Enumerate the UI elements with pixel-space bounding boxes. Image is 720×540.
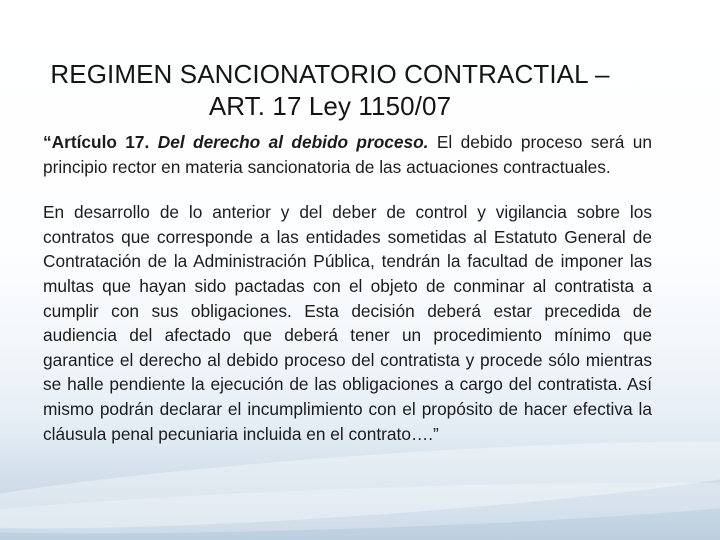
article-heading: Del derecho al debido proceso. xyxy=(157,132,429,152)
title-line-2: ART. 17 Ley 1150/07 xyxy=(208,91,452,121)
article-paragraph xyxy=(43,130,652,179)
development-paragraph: En desarrollo de lo anterior y del deber de control y vigilancia sobre los contratos que corresponde a las entidades sometidas al Estatuto General de Contratación de la Administración Pública, tendrán la facultad de imponer las multas que hayan sido pactadas con el objeto de conminar al contratista a cumplir con sus obligaciones. Esta decisión deberá estar precedida de audiencia del afectado que deberá tener un procedimiento mínimo que garantice el derecho al debido proceso del contratista y procede sólo mientras se halle pendiente la ejecución de las obligaciones a cargo del contratista. Así mismo podrán declarar el incumplimiento con el propósito de hacer efectiva la cláusula penal pecuniaria incluida en el contrato….” xyxy=(43,202,652,444)
slide-title xyxy=(30,58,630,122)
title-line-1: REGIMEN SANCIONATORIO CONTRACTIAL – xyxy=(50,59,610,89)
article-text: El debido proceso será un principio rector en materia sancionatoria de las actuaciones contractuales. xyxy=(43,132,652,177)
article-number: “Artículo 17. xyxy=(43,132,150,152)
slide-body xyxy=(43,130,652,446)
